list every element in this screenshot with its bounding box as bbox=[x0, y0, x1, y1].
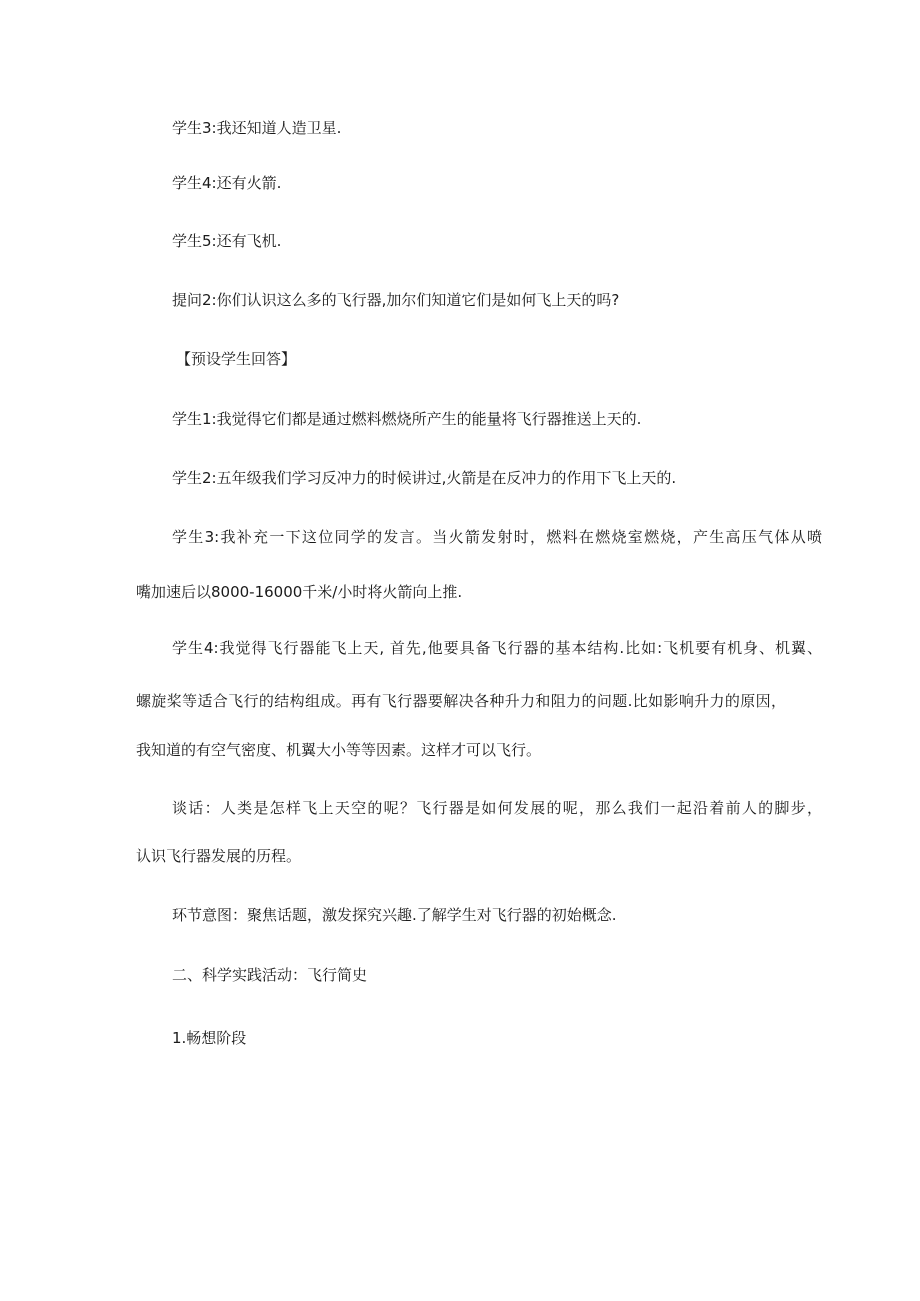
section-label-preset-answers: 【预设学生回答】 bbox=[176, 350, 297, 368]
paragraph-student4-answer-line2: 螺旋桨等适合飞行的结构组成。再有飞行器要解决各种升力和阻力的问题.比如影响升力的原因， bbox=[136, 692, 786, 710]
paragraph-student4-answer-line1: 学生4:我觉得飞行器能飞上天, 首先,他要具备飞行器的基本结构.比如:飞机要有机身、机翼、 bbox=[172, 639, 822, 657]
paragraph-student1-answer: 学生1:我觉得它们都是通过燃料燃烧所产生的能量将飞行器推送上天的. bbox=[172, 410, 642, 428]
paragraph-student3-answer-line2: 嘴加速后以8000-16000千米/小时将火箭向上推. bbox=[136, 583, 463, 601]
paragraph-talk-line1: 谈话：人类是怎样飞上天空的呢？飞行器是如何发展的呢，那么我们一起沿着前人的脚步， bbox=[172, 799, 822, 817]
heading-science-practice: 二、科学实践活动：飞行简史 bbox=[172, 966, 368, 984]
paragraph-student3-answer-line1: 学生3:我补充一下这位同学的发言。当火箭发射时，燃料在燃烧室燃烧，产生高压气体从喷 bbox=[172, 528, 822, 546]
paragraph-question-2: 提问2:你们认识这么多的飞行器,加尔们知道它们是如何飞上天的吗? bbox=[172, 291, 620, 309]
paragraph-student3-satellite: 学生3:我还知道人造卫星. bbox=[172, 119, 342, 137]
paragraph-student2-answer: 学生2:五年级我们学习反冲力的时候讲过,火箭是在反冲力的作用下飞上天的. bbox=[172, 469, 677, 487]
paragraph-section-intent: 环节意图：聚焦话题，激发探究兴趣.了解学生对飞行器的初始概念. bbox=[172, 906, 617, 924]
paragraph-student4-answer-line3: 我知道的有空气密度、机翼大小等等因素。这样才可以飞行。 bbox=[136, 741, 542, 759]
heading-imagination-stage: 1.畅想阶段 bbox=[172, 1029, 247, 1047]
paragraph-student4-rocket: 学生4:还有火箭. bbox=[172, 174, 282, 192]
paragraph-talk-line2: 认识飞行器发展的历程。 bbox=[136, 847, 302, 865]
paragraph-student5-plane: 学生5:还有飞机. bbox=[172, 232, 282, 250]
